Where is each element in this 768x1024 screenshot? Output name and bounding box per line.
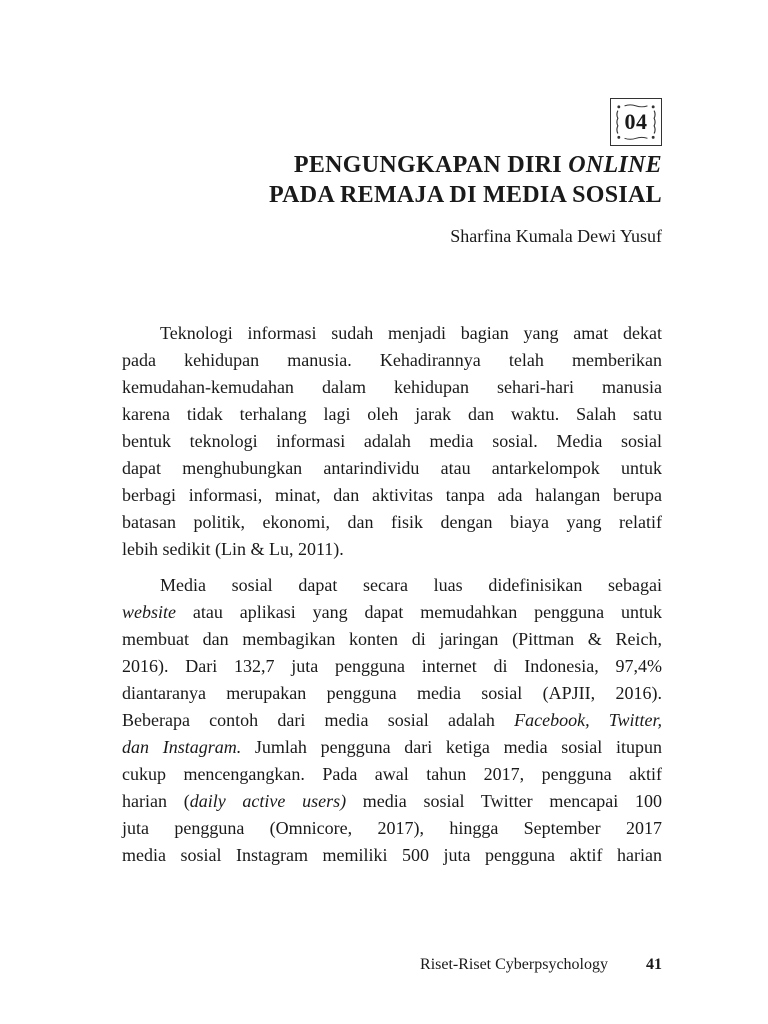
text-line: cukup mencengangkan. Pada awal tahun 2017, pengguna aktif <box>122 764 662 784</box>
text-line <box>122 734 662 761</box>
chapter-number-box <box>610 98 662 146</box>
text-run: Jumlah pengguna dari ketiga media sosial itupun <box>241 737 662 757</box>
page-number: 41 <box>646 956 662 973</box>
text-line: batasan politik, ekonomi, dan fisik dengan biaya yang relatif <box>122 512 662 532</box>
italic-term: dan Instagram. <box>122 737 242 757</box>
text-line: berbagi informasi, minat, dan aktivitas tanpa ada halangan berupa <box>122 485 662 505</box>
author-name: Sharfina Kumala Dewi Yusuf <box>450 226 662 246</box>
title-text: PENGUNGKAPAN DIRI <box>293 152 569 178</box>
text-line: bentuk teknologi informasi adalah media sosial. Media sosial <box>122 431 662 451</box>
text-line: kemudahan-kemudahan dalam kehidupan sehari-hari manusia <box>122 377 662 397</box>
text-line: 2016). Dari 132,7 juta pengguna internet di Indonesia, 97,4% <box>122 656 662 676</box>
chapter-title <box>269 150 662 210</box>
text-line: dapat menghubungkan antarindividu atau antarkelompok untuk <box>122 458 662 478</box>
text-line: diantaranya merupakan pengguna media sosial (APJII, 2016). <box>122 683 662 703</box>
chapter-number: 04 <box>624 109 648 134</box>
text-line: juta pengguna (Omnicore, 2017), hingga September 2017 <box>122 818 662 838</box>
title-italic: ONLINE <box>568 152 662 178</box>
text-run: Beberapa contoh dari media sosial adalah <box>122 710 515 730</box>
body-text <box>122 320 662 869</box>
chapter-title-line-2: PADA REMAJA DI MEDIA SOSIAL <box>268 182 662 208</box>
paragraph-1 <box>122 320 662 563</box>
text-run: harian ( <box>122 791 190 811</box>
text-line <box>122 599 662 626</box>
text-line: membuat dan membagikan konten di jaringan (Pittman & Reich, <box>122 629 662 649</box>
text-run: media sosial Twitter mencapai 100 <box>346 791 662 811</box>
italic-term: daily active users) <box>189 791 347 811</box>
text-line: pada kehidupan manusia. Kehadirannya telah memberikan <box>122 350 662 370</box>
running-title: Riset-Riset Cyberpsychology <box>420 956 608 973</box>
text-line <box>122 707 662 734</box>
text-run: atau aplikasi yang dapat memudahkan pengguna untuk <box>176 602 662 622</box>
text-line: Media sosial dapat secara luas didefinisikan sebagai <box>160 575 662 595</box>
text-line: lebih sedikit (Lin & Lu, 2011). <box>122 539 344 559</box>
italic-term: Facebook, Twitter, <box>514 710 662 730</box>
text-line: media sosial Instagram memiliki 500 juta pengguna aktif harian <box>122 845 662 865</box>
chapter-title-line-1 <box>269 150 662 180</box>
text-line: Teknologi informasi sudah menjadi bagian yang amat dekat <box>160 323 662 343</box>
text-line: karena tidak terhalang lagi oleh jarak dan waktu. Salah satu <box>122 404 662 424</box>
italic-term: website <box>122 602 176 622</box>
text-line <box>122 788 662 815</box>
paragraph-2 <box>122 572 662 869</box>
